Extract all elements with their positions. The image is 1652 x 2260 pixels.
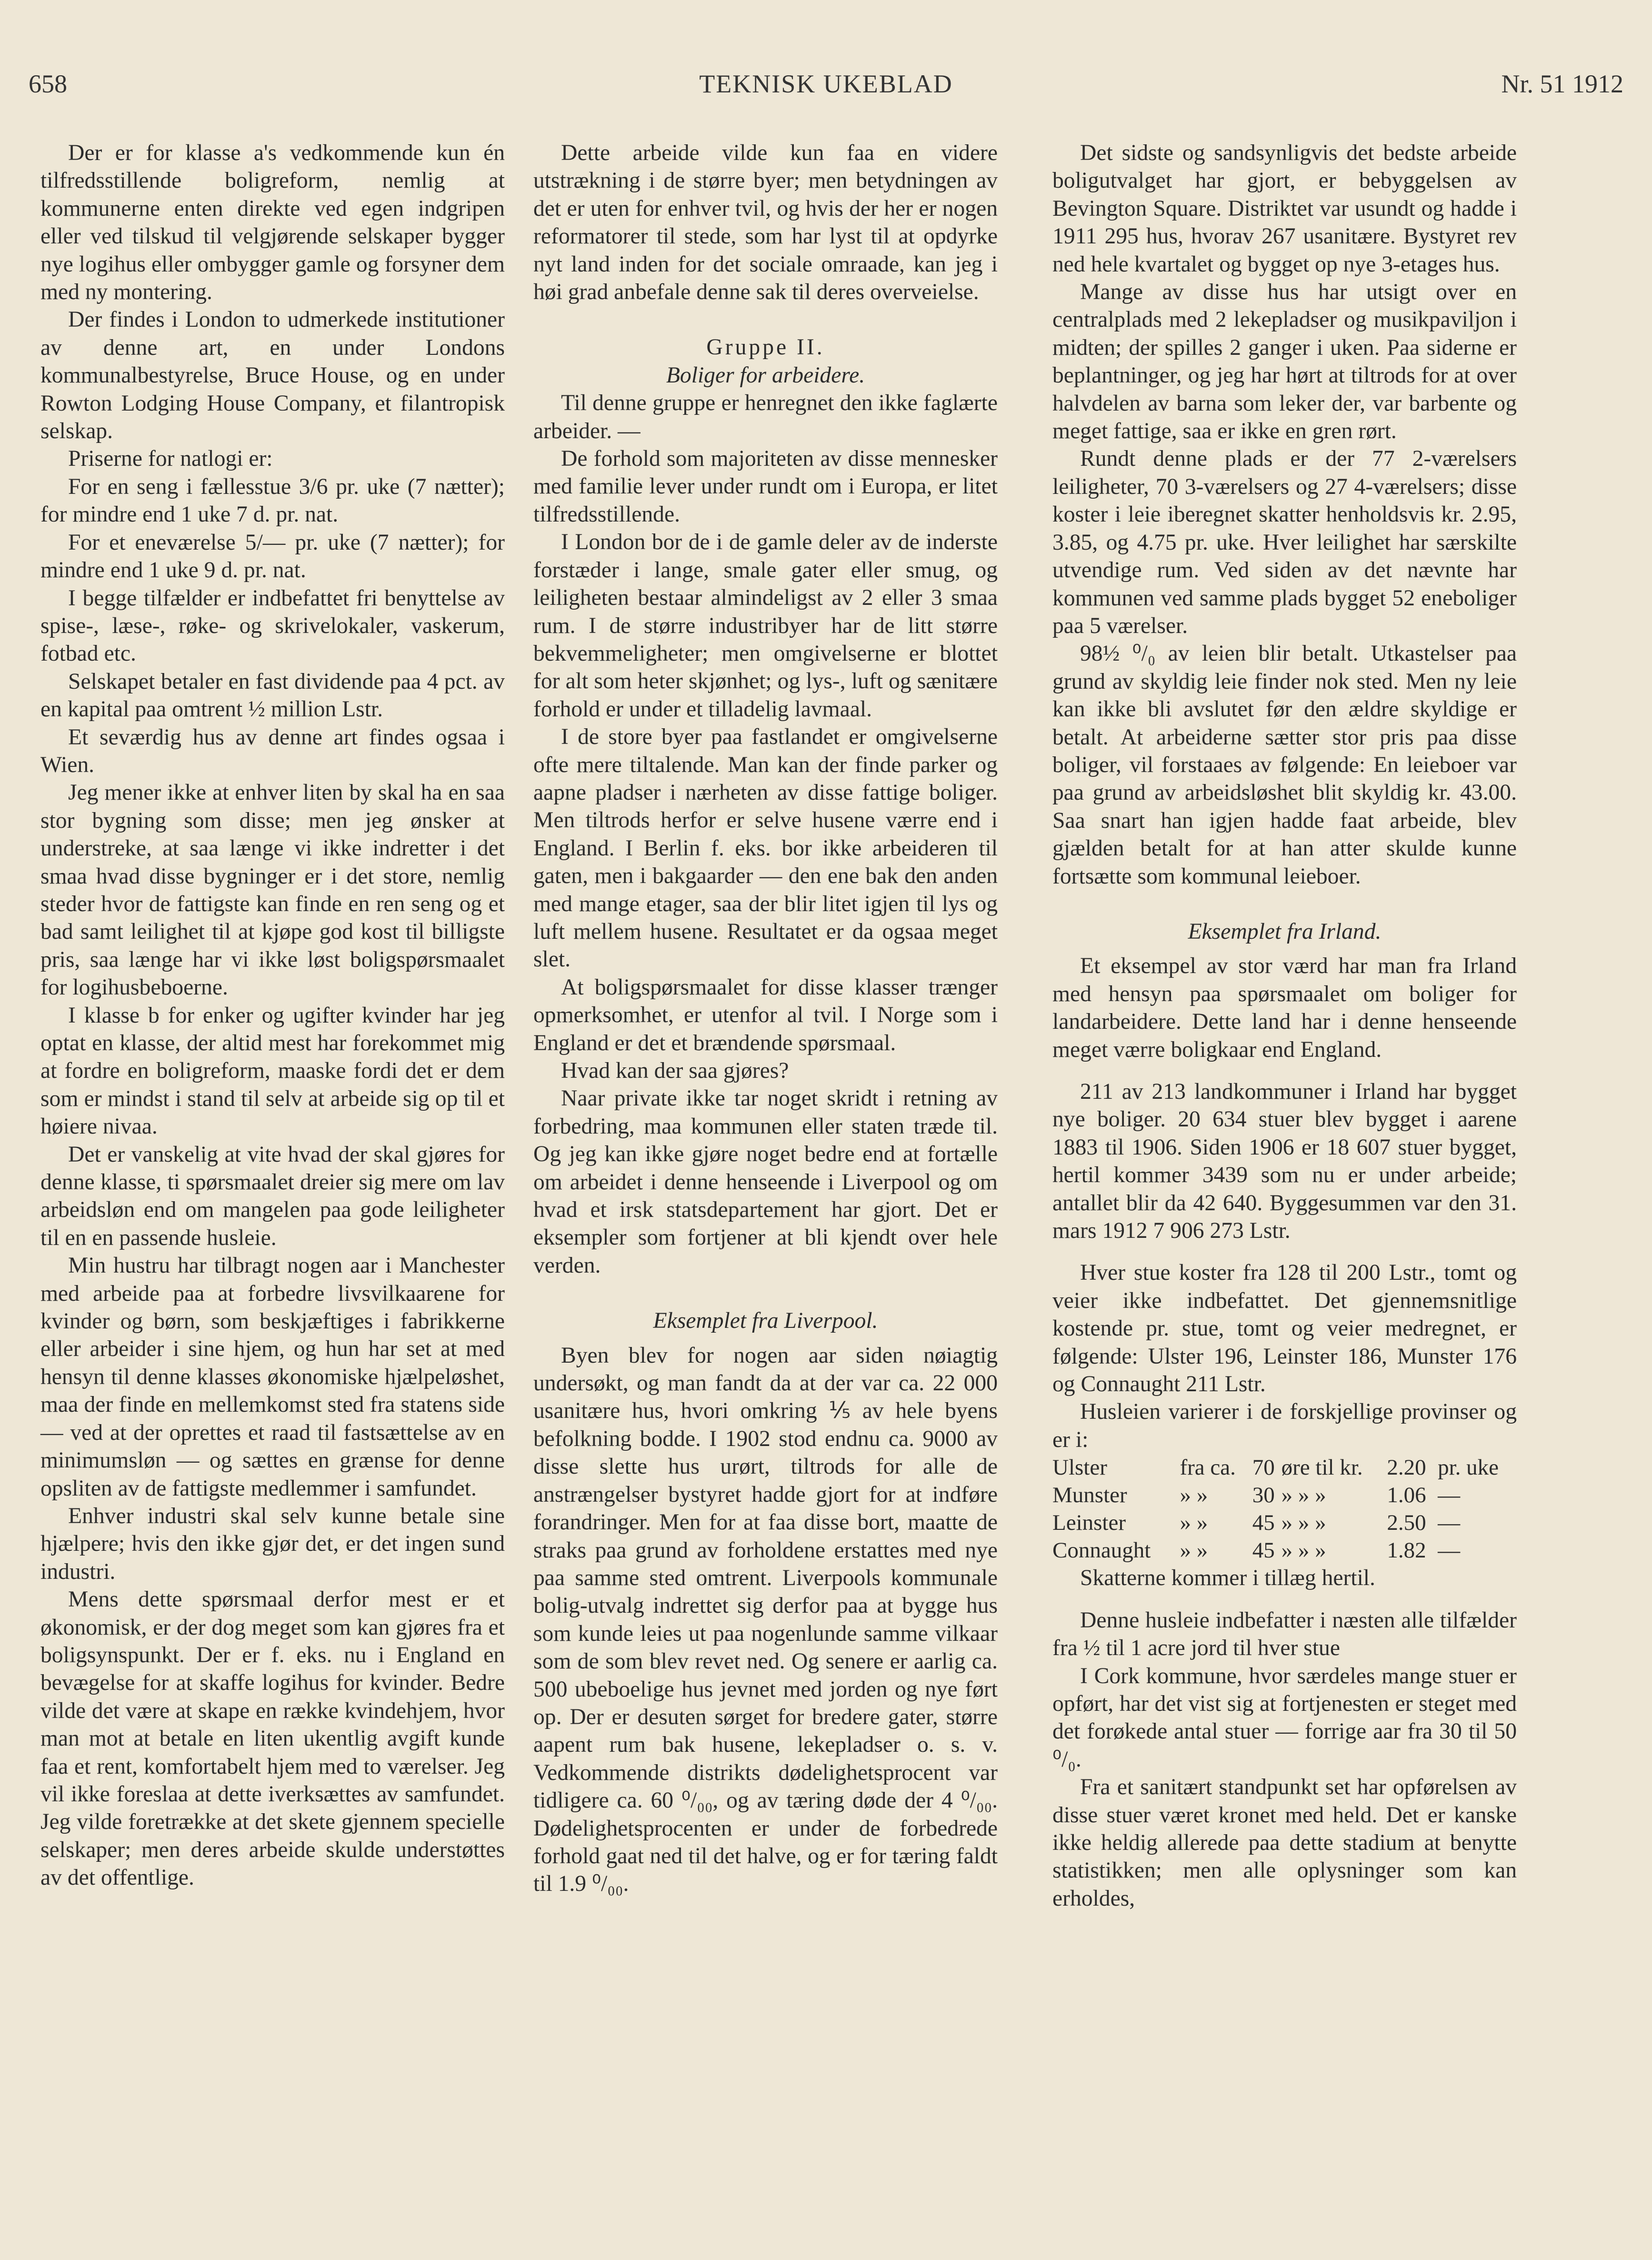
unit-cell: — [1438,1510,1461,1536]
spacer [1052,1064,1517,1078]
from-cell: fra ca. [1180,1455,1236,1480]
from-cell: » » [1180,1483,1208,1508]
high-cell: 1.06 [1387,1483,1426,1508]
column-1 [40,139,505,1892]
table-row [1052,1509,1517,1537]
from-cell: » » [1180,1538,1208,1563]
paragraph: Dette arbeide vilde kun faa en videre utstrækning i de større byer; men betydningen av det er uten for enhver tvil, og hvis der her er nogen reformatorer til stede, som har lyst til at opdyrke nyt land inden for det sociale omraade, kan jeg i høi grad anbefale denne sak til deres overveielse. [533,141,998,305]
paragraph: Min hustru har tilbragt nogen aar i Manchester med arbeide paa at forbedre livsvilkaarene for kvinder og børn, som beskjæftiges i fabrikkerne eller arbeider i sine hjem, og hun har set at med hensyn til denne klasses økonomiske hjælpeløshet, maa der finde en mellemkomst sted fra statens side — ved at der oprettes et raad til fastsættelse av en minimumsløn — og sættes en grænse for denne opsliten av de fattigste medlemmer i samfundet. [40,1253,505,1501]
paragraph: Denne husleie indbefatter i næsten alle tilfælder fra ½ til 1 acre jord til hver stue [1052,1607,1517,1661]
low-cell: 30 [1252,1483,1275,1508]
province-cell: Ulster [1052,1455,1107,1480]
spacer [1052,945,1517,952]
paragraph: Der er for klasse a's vedkommende kun én tilfredsstillende boligreform, nemlig at kommunerne enten direkte ved egen indgripen eller ved tilskud til velgjørende selskaper bygger nye logihus eller ombygger gamle og forsyner dem med ny montering. [40,141,505,305]
ore-cell: øre til kr. [1281,1455,1363,1480]
paragraph: Hver stue koster fra 128 til 200 Lstr., tomt og veier ikke indbefattet. Det gjennemsnitlige kostende pr. stue, tomt og veier medregnet, er følgende: Ulster 196, Leinster 186, Munster 176 og Connaught 211 Lstr. [1052,1260,1517,1397]
paragraph: Mange av disse hus har utsigt over en centralplads med 2 lekepladser og musikpaviljon i midten; der spilles 2 ganger i uken. Paa siderne er beplantninger, og jeg har hørt at tiltrods for at over halvdelen av barna som leker der, var barbente og meget fattige, saa er ikke en gren rørt. [1052,280,1517,444]
low-cell: 45 [1252,1538,1275,1563]
paragraph: 211 av 213 landkommuner i Irland har bygget nye boliger. 20 634 stuer blev bygget i aarene 1883 til 1906. Siden 1906 er 18 607 stuer bygget, hertil kommer 3439 som nu er under arbeide; antallet blir da 42 640. Byggesummen var den 31. mars 1912 7 906 273 Lstr. [1052,1079,1517,1244]
paragraph: I London bor de i de gamle deler av de inderste forstæder i lange, smale gater eller smug, og leiligheten bestaar almindeligst av 2 eller 3 smaa rum. I de større industribyer har de litt større bekvemmeligheter; men omgivelserne er blottet for alt som heter skjønhet; og lys-, luft og sænitære forhold er under et tilladelig lavmaal. [533,530,998,722]
province-cell: Munster [1052,1483,1127,1508]
paragraph: Priserne for natlogi er: [68,446,273,472]
unit-cell: — [1438,1538,1461,1563]
page-number: 658 [29,70,67,98]
ore-cell: » » » [1281,1510,1326,1536]
paragraph: Det er vanskelig at vite hvad der skal gjøres for denne klasse, ti spørsmaalet dreier sig mere om lav arbeidsløn end om mangelen paa gode leiligheter til en en passende husleie. [40,1142,505,1250]
table-row [1052,1537,1517,1564]
paragraph: For en seng i fællesstue 3/6 pr. uke (7 nætter); for mindre end 1 uke 7 d. pr. nat. [40,474,505,527]
province-cell: Leinster [1052,1510,1126,1536]
unit-cell: pr. uke [1438,1455,1499,1480]
paragraph: Selskapet betaler en fast dividende paa 4 pct. av en kapital paa omtrent ½ million Lstr. [40,669,505,722]
section-subheading: Eksemplet fra Liverpool. [653,1308,878,1334]
paragraph: I Cork kommune, hvor særdeles mange stuer er opført, har det vist sig at fortjenesten er steget med det forøkede antal stuer — forrige aar fra 30 til 50 ⁰/₀. [1052,1663,1517,1772]
issue-label: Nr. 51 1912 [1501,70,1623,98]
from-cell: » » [1180,1510,1208,1536]
low-cell: 70 [1252,1455,1275,1480]
spacer [533,306,998,333]
paragraph: 98½ ⁰/₀ av leien blir betalt. Utkastelser paa grund av skyldig leie finder nok sted. Men ny leie kan ikke bli avslutet før den ældre skyldige er betalt. At arbeiderne sætter stor pris paa disse boliger, vil forstaaes av følgende: En leieboer var paa grund av arbeidsløshet blit skyldig kr. 43.00. Saa snart han igjen hadde faat arbeide, blev gjælden betalt for at han atter skulde kunne fortsætte som kommunal leieboer. [1052,641,1517,889]
paragraph: Rundt denne plads er der 77 2-værelsers leiligheter, 70 3-værelsers og 27 4-værelsers; disse koster i leie iberegnet skatter henholdsvis kr. 2.95, 3.85, og 4.75 pr. uke. Hver leilighet har særskilte utvendige rum. Ved siden av det nævnte har kommunen ved samme plads bygget 52 eneboliger paa 5 værelser. [1052,446,1517,638]
ore-cell: » » » [1281,1483,1326,1508]
paragraph: I klasse b for enker og ugifter kvinder har jeg optat en klasse, der altid mest har forekommet mig at fordre en boligreform, maaske fordi det er dem som er mindst i stand til selv at arbeide sig op til et høiere nivaa. [40,1003,505,1139]
spacer [1052,890,1517,918]
high-cell: 2.20 [1387,1455,1426,1480]
table-row [1052,1481,1517,1509]
paragraph: Det sidste og sandsynligvis det bedste arbeide boligutvalget har gjort, er bebyggelsen av Bevington Square. Distriktet var usundt og hadde i 1911 295 hus, hvorav 267 usanitære. Bystyret rev ned hele kvartalet og bygget op nye 3-etages hus. [1052,141,1517,277]
paragraph: Husleien varierer i de forskjellige provinser og er i: [1052,1399,1517,1452]
paragraph: I begge tilfælder er indbefattet fri benyttelse av spise-, læse-, røke- og skrivelokaler, vaskerum, fotbad etc. [40,585,505,666]
paragraph: Hvad kan der saa gjøres? [561,1058,789,1083]
paragraph: Til denne gruppe er henregnet den ikke faglærte arbeider. — [533,391,998,443]
high-cell: 2.50 [1387,1510,1426,1536]
paragraph: Jeg mener ikke at enhver liten by skal ha en saa stor bygning som disse; men jeg ønsker at understreke, at saa længe vi ikke indretter i det smaa hvad disse bygninger er i det store, nemlig steder hvor de fattigste kan finde en ren seng og et bad samt leilighet til at kjøpe god kost til billigste pris, saa længe har vi ikke løst boligspørsmaalet for logihusbeboerne. [40,780,505,1000]
table-row [1052,1454,1517,1481]
column-2 [533,139,998,1898]
ore-cell: » » » [1281,1538,1326,1563]
spacer [1052,1245,1517,1259]
paragraph: Et eksempel av stor værd har man fra Irland med hensyn paa spørsmaalet om boliger for landarbeidere. Dette land har i denne henseende meget værre boligkaar end England. [1052,954,1517,1062]
paragraph: Skatterne kommer i tillæg hertil. [1080,1566,1375,1591]
journal-title: TEKNISK UKEBLAD [699,70,953,98]
paragraph: Der findes i London to udmerkede institutioner av denne art, en under Londons kommunalbestyrelse, Bruce House, og en under Rowton Lodging House Company, et filantropisk selskap. [40,307,505,444]
section-heading: Gruppe II. [706,335,825,360]
spacer [1052,1592,1517,1607]
paragraph: For et eneværelse 5/— pr. uke (7 nætter); for mindre end 1 uke 9 d. pr. nat. [40,530,505,583]
high-cell: 1.82 [1387,1538,1426,1563]
paragraph: De forhold som majoriteten av disse mennesker med familie lever under rundt om i Europa, er litet tilfredsstillende. [533,446,998,527]
unit-cell: — [1438,1483,1461,1508]
paragraph: Et seværdig hus av denne art findes ogsaa i Wien. [40,724,505,777]
paragraph: Enhver industri skal selv kunne betale sine hjælpere; hvis den ikke gjør det, er det ingen sund industri. [40,1503,505,1584]
column-3 [1052,139,1517,1912]
paragraph: Naar private ikke tar noget skridt i retning av forbedring, maa kommunen eller staten træde til. Og jeg kan ikke gjøre noget bedre end at fortælle om arbeidet i denne henseende i Liverpool og om hvad et irsk statsdepartement har gjort. Det er eksempler som fortjener at bli kjendt over hele verden. [533,1086,998,1278]
rent-table [1052,1454,1517,1564]
paragraph: Fra et sanitært standpunkt set har opførelsen av disse stuer været kronet med held. Det er kanske ikke heldig allerede paa dette stadium at benytte statistikken; men alle oplysninger som kan erholdes, [1052,1775,1517,1911]
low-cell: 45 [1252,1510,1275,1536]
paragraph: Byen blev for nogen aar siden nøiagtig undersøkt, og man fandt da at der var ca. 22 000 usanitære hus, hvori omkring ⅕ av hele byens befolkning bodde. I 1902 stod endnu ca. 9000 av disse slette hus urørt, tiltrods for alle de anstrængelser bystyret hadde gjort for at indføre forandringer. Men for at faa disse bort, maatte de straks paa grund av forholdene erstattes med nye paa samme sted omtrent. Liverpools kommunale bolig-utvalg indrettet sig derfor paa at bygge hus som kunde leies ut paa nogenlunde samme vilkaar som de som blev revet ned. Og senere er aarlig ca. 500 ubeboelige hus jevnet med jorden og nye ført op. Der er desuten sørget for bredere gater, større aapent rum bak husene, lekepladser o. s. v. Vedkommende distrikts dødelighetsprocent var tidligere ca. 60 ⁰/₀₀, og av tæring døde der 4 ⁰/₀₀. Dødelighetsprocenten er under de forbedrede forhold gaat ned til det halve, og er for tæring faldt til 1.9 ⁰/₀₀. [533,1343,998,1897]
section-subheading: Boliger for arbeidere. [666,362,865,388]
spacer [533,1335,998,1342]
section-subheading: Eksemplet fra Irland. [1188,919,1382,944]
paragraph: Mens dette spørsmaal derfor mest er et økonomisk, er der dog meget som kan gjøres fra et boligsynspunkt. Der er f. eks. nu i England en bevægelse for at skaffe logihus for kvinder. Bedre vilde det være at skape en række kvindehjem, hvor man mot at betale en liten ukentlig avgift kunde faa et rent, komfortabelt hjem med to værelser. Jeg vil ikke foreslaa at dette iverksættes av samfundet. Jeg vilde foretrække at det skete gjennem specielle selskaper; men deres arbeide skulde understøttes av det offentlige. [40,1587,505,1890]
page-header [29,69,1623,107]
province-cell: Connaught [1052,1538,1151,1563]
spacer [533,1279,998,1307]
paragraph: I de store byer paa fastlandet er omgivelserne ofte mere tiltalende. Man kan der finde parker og aapne pladser i nærheten av disse fattige boliger. Men tiltrods herfor er selve husene værre end i England. I Berlin f. eks. bor ikke arbeideren til gaten, men i bakgaarder — den ene bak den anden med mange etager, saa der blir litet igjen til lys og luft mellem husene. Resultatet er da ogsaa meget slet. [533,724,998,972]
paragraph: At boligspørsmaalet for disse klasser trænger opmerksomhet, er utenfor al tvil. I Norge som i England er det et brændende spørsmaal. [533,974,998,1055]
